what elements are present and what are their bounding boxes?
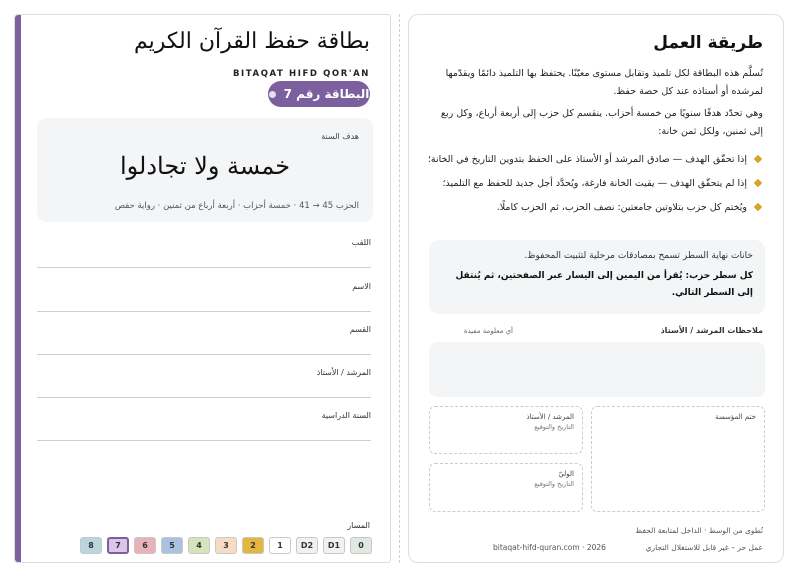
goal-detail: الحزب 45 → 41 · خمسة أحزاب · أربعة أرباع من ثمنين · رواية حفص xyxy=(114,201,359,211)
guardian-signature-box[interactable] xyxy=(429,463,583,512)
field-name[interactable] xyxy=(37,282,371,312)
field-class[interactable] xyxy=(37,325,371,355)
method-title: طريقة العمل xyxy=(653,33,763,53)
method-paragraph-1: تُسلَّم هذه البطاقة لكل تلميذ وتقابل مستوى معيّنًا. يحتفظ بها التلميذ دائمًا ويقدّمها لمرشده أو أستاذه عند كل حصة حفظ. xyxy=(445,68,763,97)
teacher-signature-sub: التاريخ والتوقيع xyxy=(534,423,574,431)
note-line-1: خانات نهاية السطر تسمح بمصادقات مرحلية لتثبيت المحفوظ. xyxy=(524,251,753,261)
level-step-5: 5 xyxy=(161,537,183,554)
card-title-latin: BITAQAT HIFD QOR'AN xyxy=(232,69,370,79)
field-label: القسم xyxy=(349,325,371,334)
level-step-1: 1 xyxy=(269,537,291,554)
teacher-notes-label: ملاحظات المرشد / الأستاذ xyxy=(660,326,763,335)
teacher-notes-input[interactable] xyxy=(429,342,765,397)
teacher-notes-hint: أي معلومة مفيدة xyxy=(463,327,513,335)
level-track xyxy=(80,537,372,554)
level-step-d2: D2 xyxy=(296,537,318,554)
field-teacher[interactable] xyxy=(37,368,371,398)
bullet-text: إذا تحقّق الهدف — صادق المرشد أو الأستاذ على الحفظ بتدوين التاريخ في الخانة؛ xyxy=(427,154,747,165)
guardian-signature-label: الوليّ xyxy=(558,470,574,478)
stamp-label: ختم المؤسسة xyxy=(715,413,756,421)
card-number-badge xyxy=(268,81,370,107)
diamond-bullet-icon xyxy=(754,155,762,163)
level-step-3: 3 xyxy=(215,537,237,554)
goal-label: هدف السنة xyxy=(321,132,359,141)
goal-verse: خمسة ولا تجادلوا xyxy=(119,152,291,180)
field-school-year[interactable] xyxy=(37,411,371,441)
level-step-7: 7 xyxy=(107,537,129,554)
card-front xyxy=(14,14,391,563)
field-label: الاسم xyxy=(352,282,371,291)
level-step-6: 6 xyxy=(134,537,156,554)
list-item xyxy=(427,175,763,193)
fold-line xyxy=(399,14,400,563)
level-step-4: 4 xyxy=(188,537,210,554)
field-label: اللقب xyxy=(351,238,371,247)
list-item xyxy=(427,151,763,169)
institution-stamp-box[interactable] xyxy=(591,406,765,512)
bullet-text: إذا لم يتحقّق الهدف — يقيت الخانة فارغة، ويُحدَّد أجل جديد للحفظ مع التلميذ؛ xyxy=(442,178,747,189)
yearly-goal-box xyxy=(37,118,373,222)
field-surname[interactable] xyxy=(37,238,371,268)
level-step-d1: D1 xyxy=(323,537,345,554)
method-paragraph-2: وهي تحدّد هدفًا سنويًا من خمسة أحزاب. ينقسم كل حزب إلى أربعة أرباع، وكل ربع إلى ثمنين، ولكل ثمن خانة: xyxy=(440,108,763,137)
bullet-text: ويُختم كل حزب بتلاوتين جامعتين: نصف الحزب، ثم الحزب كاملًا. xyxy=(496,202,747,213)
field-label: المرشد / الأستاذ xyxy=(316,368,371,377)
accent-bar xyxy=(15,15,21,562)
level-step-8: 8 xyxy=(80,537,102,554)
guardian-signature-sub: التاريخ والتوقيع xyxy=(534,480,574,488)
list-item xyxy=(427,199,763,217)
website-link[interactable]: bitaqat-hifd-quran.com · 2026 xyxy=(493,543,606,552)
level-step-2: 2 xyxy=(242,537,264,554)
level-step-0: 0 xyxy=(350,537,372,554)
card-title-arabic: بطاقة حفظ القرآن الكريم xyxy=(134,29,370,54)
note-box xyxy=(429,240,765,314)
card-instructions xyxy=(408,14,784,563)
note-line-2: كل سطر حزب: يُقرأ من اليمين إلى اليسار عبر الصفحتين، ثم يُنتقل إلى السطر التالي. xyxy=(455,271,753,298)
diamond-bullet-icon xyxy=(754,179,762,187)
teacher-signature-box[interactable] xyxy=(429,406,583,454)
track-label: المسار xyxy=(347,521,370,530)
dot-icon xyxy=(269,91,276,98)
teacher-signature-label: المرشد / الأستاذ xyxy=(526,413,574,421)
card-number-label: البطاقة رقم 7 xyxy=(283,87,370,101)
license-note: عمل حر – غير قابل للاستغلال التجاري xyxy=(645,543,763,552)
diamond-bullet-icon xyxy=(754,203,762,211)
field-label: السنة الدراسية xyxy=(321,411,371,420)
method-bullets xyxy=(427,151,763,223)
fold-instruction: تُطوى من الوسط · الداخل لمتابعة الحفظ xyxy=(635,526,763,535)
